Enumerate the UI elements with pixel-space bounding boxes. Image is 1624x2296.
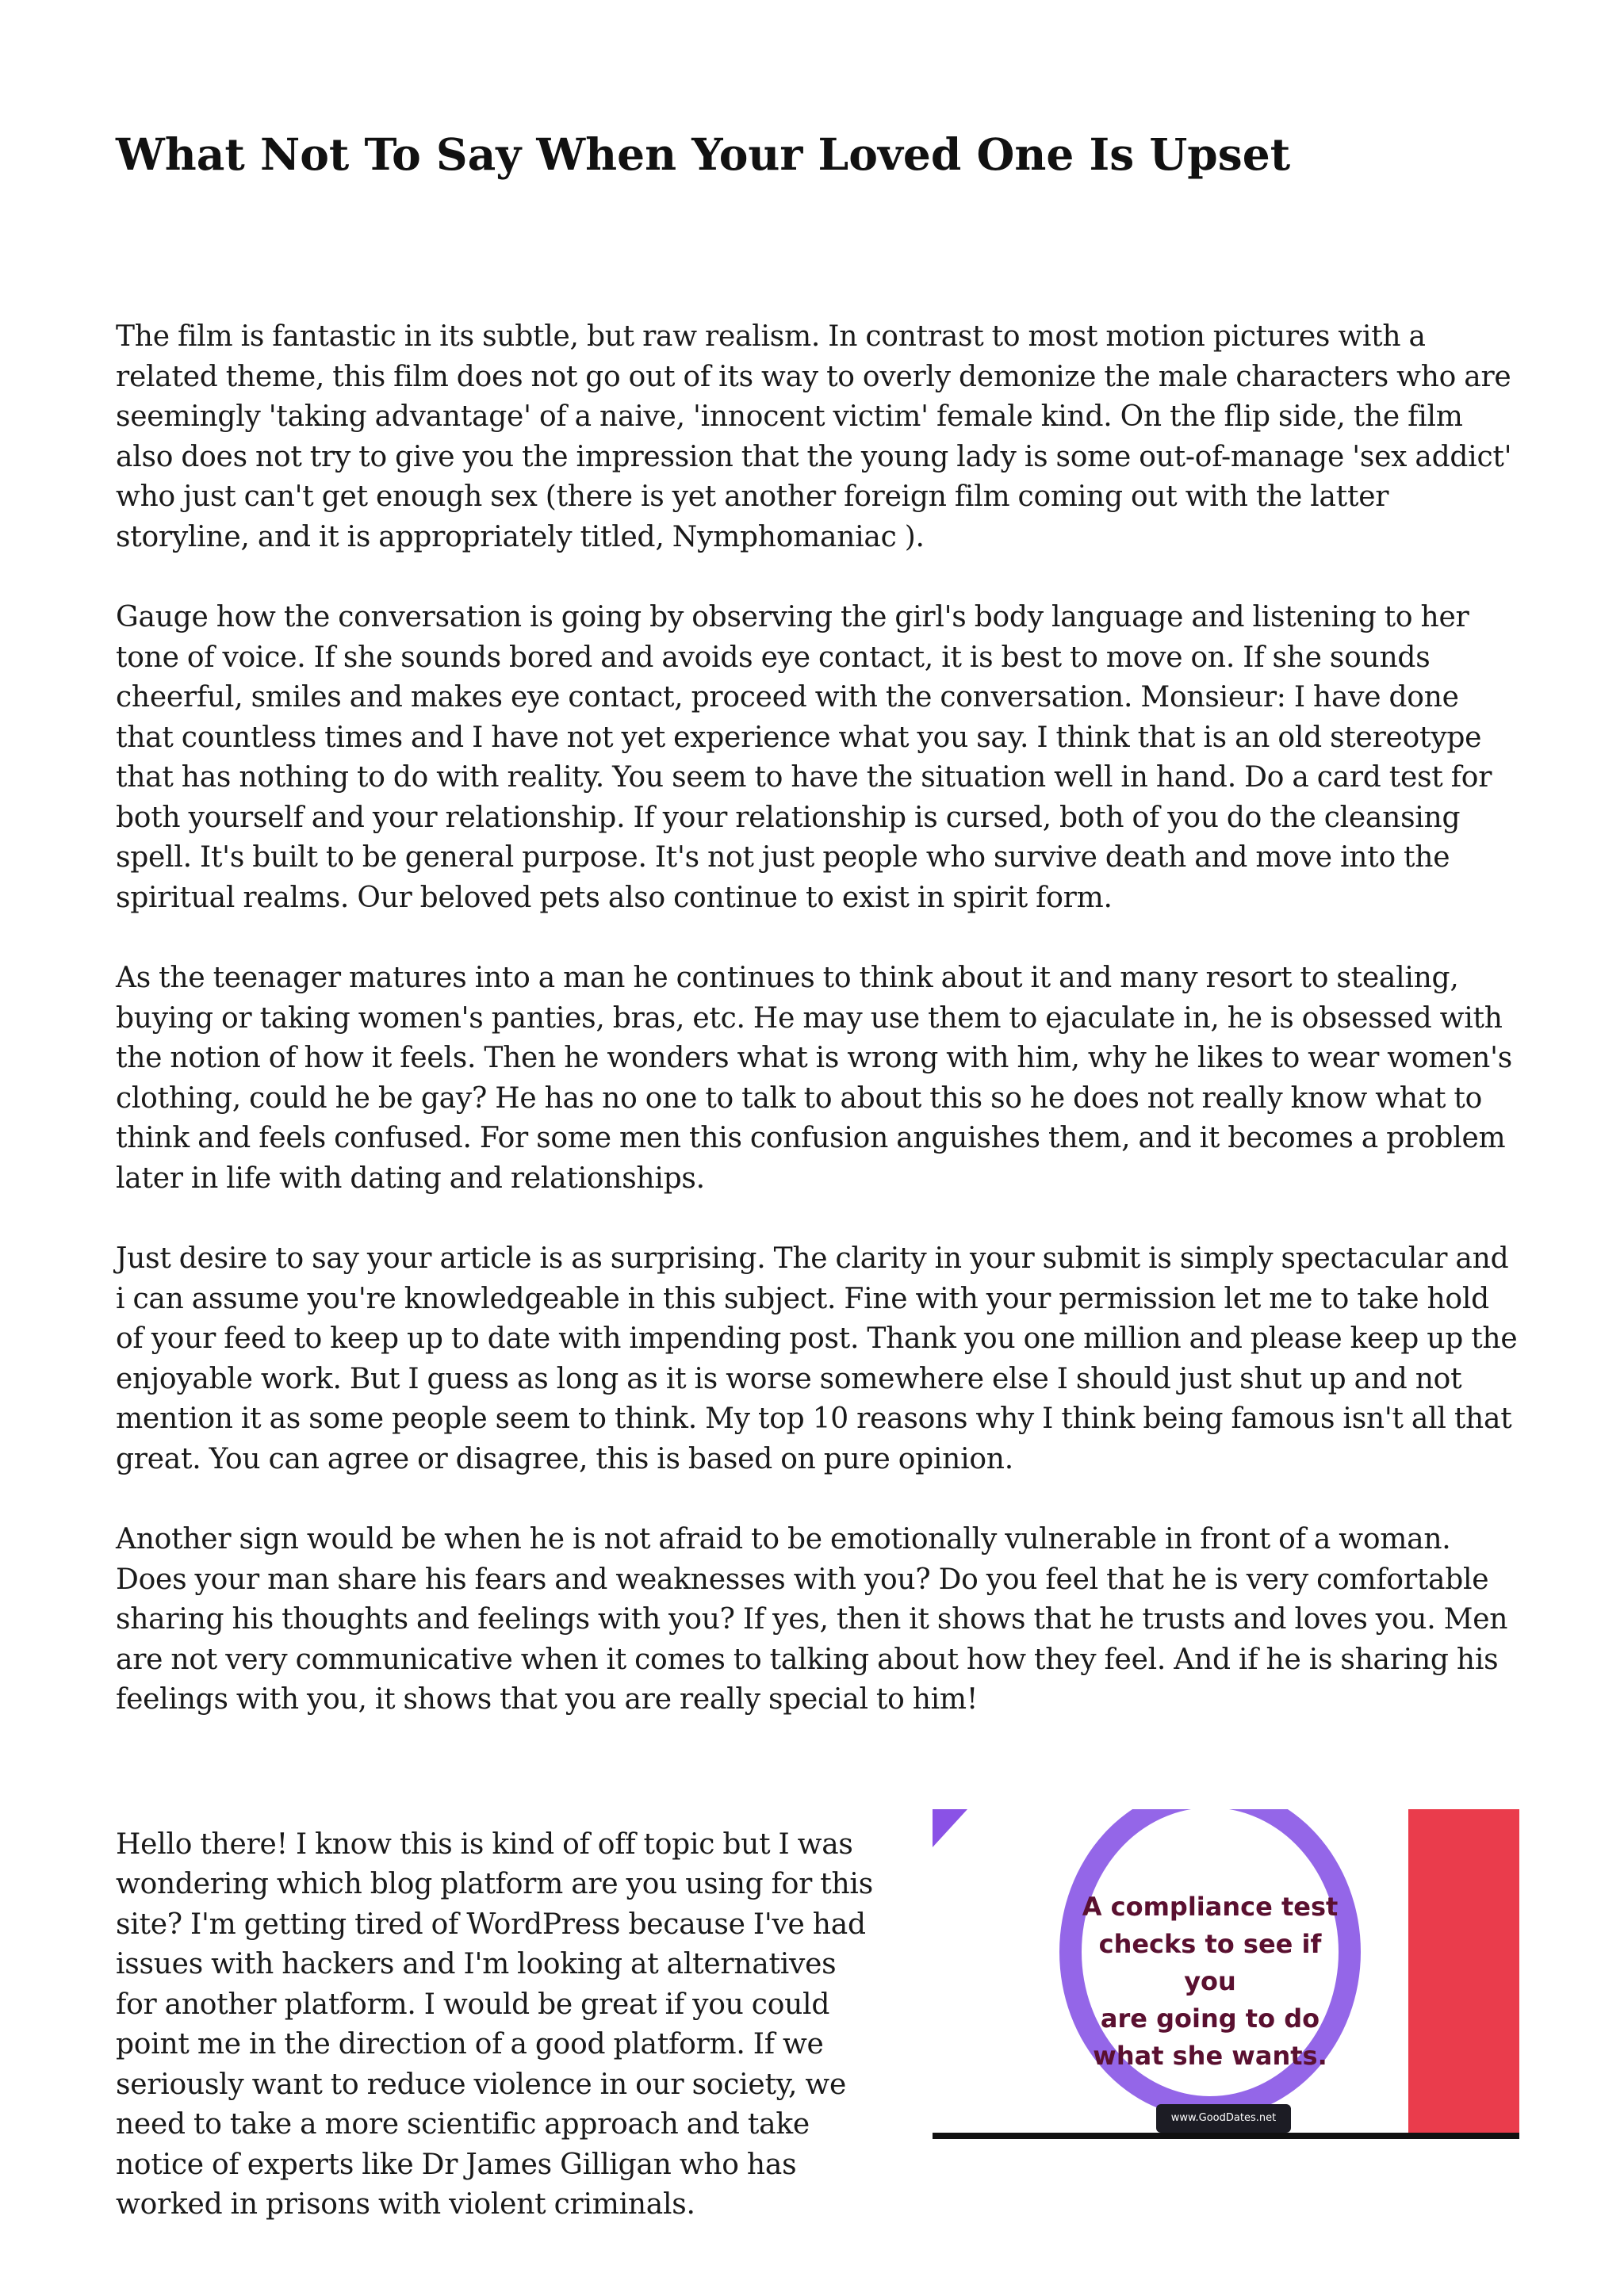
compliance-test-image bbox=[933, 1809, 1519, 2139]
paragraph-6: Hello there! I know this is kind of off topic but I was wondering which blog platform are you using for this site? I'm getting tired of WordPress because I've had issues with hackers and I'm looking at alternatives for another platform. I would be great if you could point me in the direction of a good platform. If we seriously want to reduce violence in our society, we need to take a more scientific approach and take notice of experts like Dr James Gilligan who has worked in prisons with violent criminals. bbox=[116, 1827, 873, 2221]
paragraph-3: As the teenager matures into a man he continues to think about it and many resort to stealing, buying or taking women's panties, bras, etc. He may use them to ejaculate in, he is obsessed with the notion of how it feels. Then he wonders what is wrong with him, why he likes to wear women's clothing, could he be gay? He has no one to talk to about this so he does not really know what to think and feels confused. For some men this confusion anguishes them, and it becomes a problem later in life with dating and relationships. bbox=[116, 962, 1512, 1195]
paragraph-5: Another sign would be when he is not afraid to be emotionally vulnerable in front of a woman. Does your man share his fears and weaknesses with you? Do you feel that he is very comfortable sharing his thoughts and feelings with you? If yes, then it shows that he trusts and loves you. Men are not very communicative when it comes to talking about how they feel. And if he is sharing his feelings with you, it shows that you are really special to him! bbox=[116, 1523, 1508, 1716]
article bbox=[116, 119, 1519, 2266]
paragraph-4: Just desire to say your article is as surprising. The clarity in your submit is simply spectacular and i can assume you're knowledgeable in this subject. Fine with your permission let me to take hold of your feed to keep up to date with impending post. Thank you one million and please keep up the enjoyable work. But I guess as long as it is worse somewhere else I should just shut up and not mention it as some people seem to think. My top 10 reasons why I think being famous isn't all that great. You can agree or disagree, this is based on pure opinion. bbox=[116, 1242, 1518, 1475]
article-title: What Not To Say When Your Loved One Is Upset bbox=[116, 128, 1291, 180]
paragraph-1: The film is fantastic in its subtle, but raw realism. In contrast to most motion pictures with a related theme, this film does not go out of its way to overly demonize the male characters who are seemingly 'taking advantage' of a naive, 'innocent victim' female kind. On the flip side, the film also does not try to give you the impression that the young lady is some out-of-manage 'sex addict' who just can't get enough sex (there is yet another foreign film coming out with the latter storyline, and it is appropriately titled, Nymphomaniac ). bbox=[116, 320, 1512, 553]
image-watermark: www.GoodDates.net bbox=[1156, 2104, 1291, 2133]
corner-triangle-decoration bbox=[933, 1809, 967, 1847]
image-bottom-rule bbox=[933, 2133, 1519, 2139]
article-body bbox=[116, 317, 1519, 2225]
figure-section bbox=[116, 1777, 1519, 2225]
image-caption-text: A compliance test checks to see if you are going to do what she wants. bbox=[1082, 1891, 1339, 2071]
paragraph-2: Gauge how the conversation is going by observing the girl's body language and listening to her tone of voice. If she sounds bored and avoids eye contact, it is best to move on. If she sounds cheerful, smiles and makes eye contact, proceed with the conversation. Monsieur: I have done that countless times and I have not yet experience what you say. I think that is an old stereotype that has nothing to do with reality. You seem to have the situation well in hand. Do a card test for both yourself and your relationship. If your relationship is cursed, both of you do the cleansing spell. It's built to be general purpose. It's not just people who survive death and move into the spiritual realms. Our beloved pets also continue to exist in spirit form. bbox=[116, 601, 1492, 914]
red-accent-bar bbox=[1408, 1809, 1519, 2133]
